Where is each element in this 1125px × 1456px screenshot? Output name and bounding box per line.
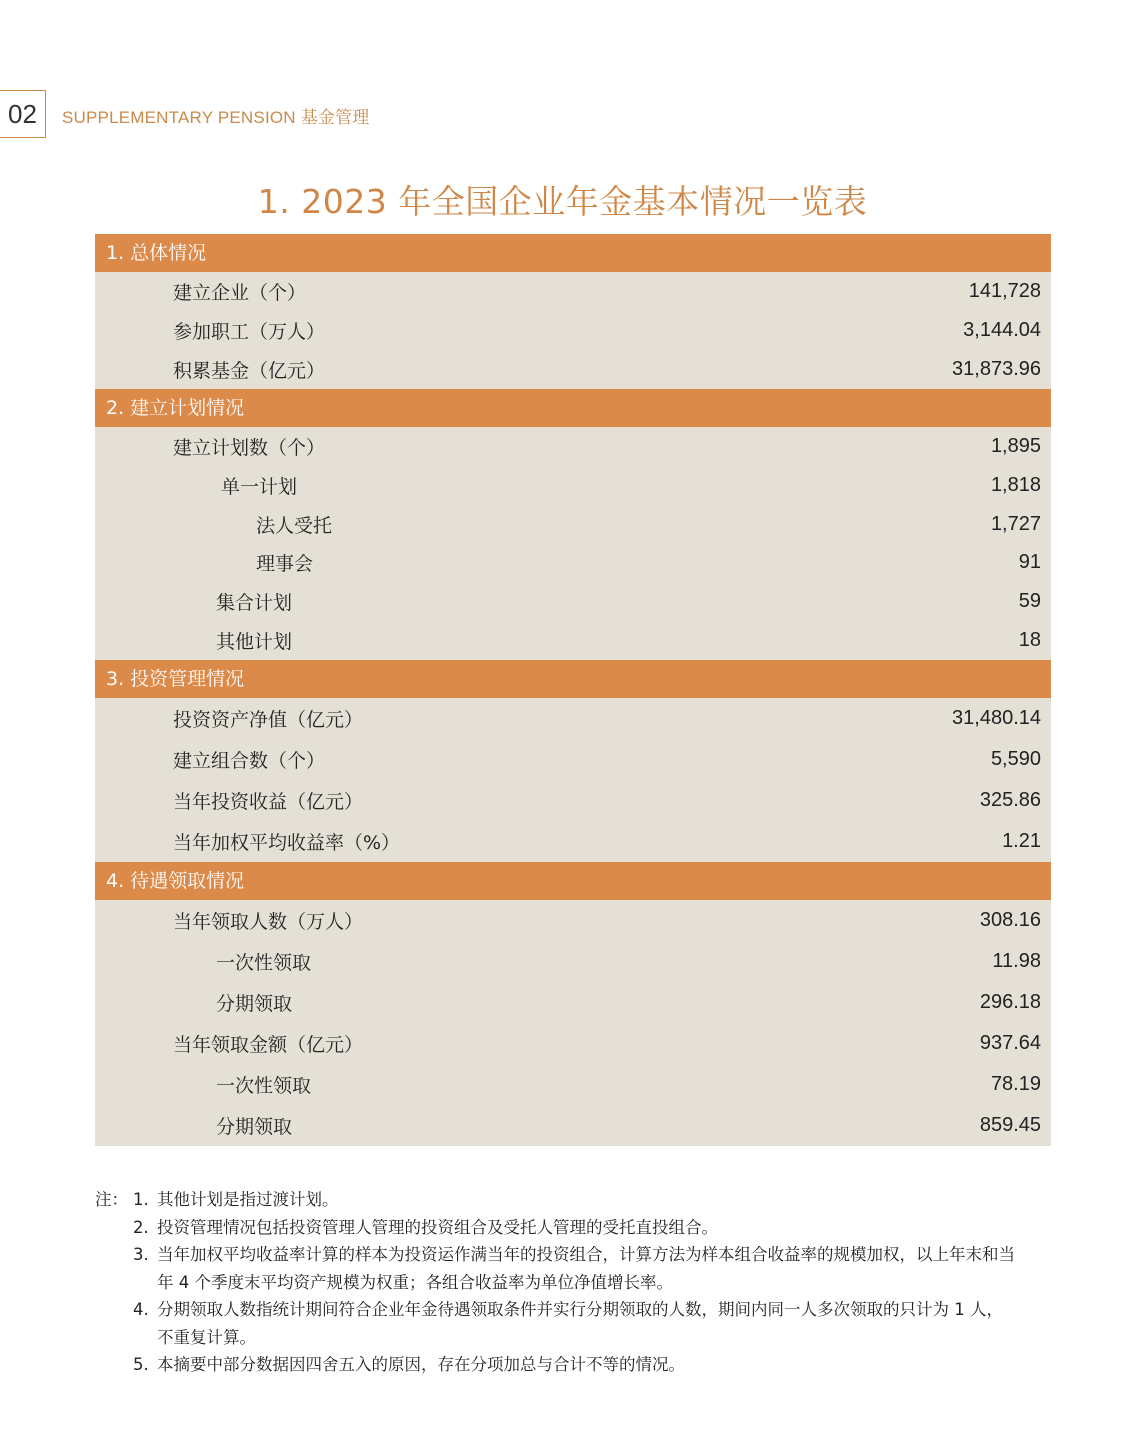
- table-row: [95, 739, 1051, 780]
- row-label: 其他计划: [216, 630, 293, 653]
- table-row: [95, 311, 1051, 350]
- section-heading: 2. 建立计划情况: [95, 389, 1051, 427]
- section-body: [95, 900, 1051, 1146]
- table-row: [95, 982, 1051, 1023]
- footnote-text: 当年加权平均收益率计算的样本为投资运作满当年的投资组合，计算方法为样本组合收益率的规模加权，以上年末和当年 4 个季度末平均资产规模为权重；各组合收益率为单位净值增长率。: [157, 1245, 1015, 1292]
- row-value: 1,727: [990, 512, 1041, 535]
- table-row: [95, 698, 1051, 739]
- row-label: 积累基金（亿元）: [173, 359, 326, 382]
- table-row: [95, 582, 1051, 621]
- footnote: [95, 1351, 1065, 1379]
- row-value: 1.21: [1002, 829, 1041, 852]
- section-body: [95, 272, 1051, 389]
- table-row: [95, 941, 1051, 982]
- table-row: [95, 272, 1051, 311]
- footnotes: [95, 1186, 1065, 1379]
- row-label: 建立计划数（个）: [173, 437, 326, 460]
- row-value: 308.16: [979, 908, 1041, 931]
- row-value: 59: [1018, 589, 1041, 612]
- section-heading: 3. 投资管理情况: [95, 660, 1051, 698]
- section-heading: 1. 总体情况: [95, 234, 1051, 272]
- row-value: 859.45: [979, 1113, 1041, 1136]
- row-label: 参加职工（万人）: [173, 320, 326, 343]
- table-row: [95, 427, 1051, 466]
- row-label: 建立组合数（个）: [173, 749, 326, 772]
- row-label: 投资资产净值（亿元）: [173, 708, 364, 731]
- row-label: 一次性领取: [216, 1074, 312, 1097]
- table-row: [95, 505, 1051, 544]
- footnote: [95, 1296, 1065, 1351]
- row-label: 当年投资收益（亿元）: [173, 790, 364, 813]
- page-number: 02: [0, 90, 46, 138]
- row-value: 325.86: [979, 788, 1041, 811]
- footnote-number: 5.: [133, 1355, 149, 1374]
- footnote-number: 1.: [133, 1190, 149, 1209]
- section-body: [95, 427, 1051, 659]
- table-row: [95, 1105, 1051, 1146]
- row-label: 建立企业（个）: [173, 281, 307, 304]
- row-label: 当年领取人数（万人）: [173, 910, 364, 933]
- row-value: 78.19: [990, 1072, 1041, 1095]
- row-label: 一次性领取: [216, 951, 312, 974]
- table-row: [95, 349, 1051, 389]
- footnote-text: 分期领取人数指统计期间符合企业年金待遇领取条件并实行分期领取的人数，期间内同一人多次领取的只计为 1 人，不重复计算。: [157, 1300, 1003, 1347]
- row-value: 3,144.04: [963, 318, 1041, 341]
- row-label: 当年加权平均收益率（%）: [173, 831, 401, 854]
- table-row: [95, 900, 1051, 941]
- table-row: [95, 780, 1051, 821]
- table-row: [95, 466, 1051, 505]
- page-header: [0, 90, 420, 142]
- row-value: 31,873.96: [952, 357, 1041, 380]
- row-value: 5,590: [990, 747, 1041, 770]
- table-row: [95, 543, 1051, 582]
- row-label: 集合计划: [216, 591, 293, 614]
- row-label: 理事会: [256, 553, 314, 576]
- footnote: [95, 1214, 1065, 1242]
- footnote-number: 3.: [133, 1245, 149, 1264]
- footnote-text: 投资管理情况包括投资管理人管理的投资组合及受托人管理的受托直投组合。: [157, 1217, 718, 1237]
- footnote: [95, 1186, 1065, 1214]
- row-value: 31,480.14: [952, 706, 1041, 729]
- table-row: [95, 621, 1051, 660]
- row-label: 单一计划: [221, 475, 298, 498]
- running-title: SUPPLEMENTARY PENSION 基金管理: [62, 108, 370, 127]
- footnote-number: 4.: [133, 1300, 149, 1319]
- row-label: 分期领取: [216, 992, 293, 1015]
- footnote: [95, 1241, 1065, 1296]
- row-value: 141,728: [968, 279, 1041, 302]
- table-row: [95, 1023, 1051, 1064]
- footnote-number: 2.: [133, 1217, 149, 1237]
- footnote-prefix: 注：: [95, 1190, 128, 1209]
- table-row: [95, 821, 1051, 862]
- row-value: 11.98: [992, 949, 1041, 972]
- table-row: [95, 1064, 1051, 1105]
- row-value: 937.64: [979, 1031, 1041, 1054]
- row-label: 当年领取金额（亿元）: [173, 1033, 364, 1056]
- row-value: 18: [1018, 628, 1041, 651]
- section-body: [95, 698, 1051, 862]
- footnote-text: 其他计划是指过渡计划。: [157, 1190, 339, 1209]
- row-value: 1,818: [990, 473, 1041, 496]
- row-label: 法人受托: [256, 514, 333, 537]
- table-title: 1. 2023 年全国企业年金基本情况一览表: [257, 182, 868, 221]
- footnote-text: 本摘要中部分数据因四舍五入的原因，存在分项加总与合计不等的情况。: [157, 1355, 685, 1374]
- row-value: 91: [1018, 551, 1041, 574]
- row-value: 1,895: [990, 435, 1041, 458]
- row-label: 分期领取: [216, 1115, 293, 1138]
- summary-table: [95, 234, 1051, 1146]
- section-heading: 4. 待遇领取情况: [95, 862, 1051, 900]
- row-value: 296.18: [979, 990, 1041, 1013]
